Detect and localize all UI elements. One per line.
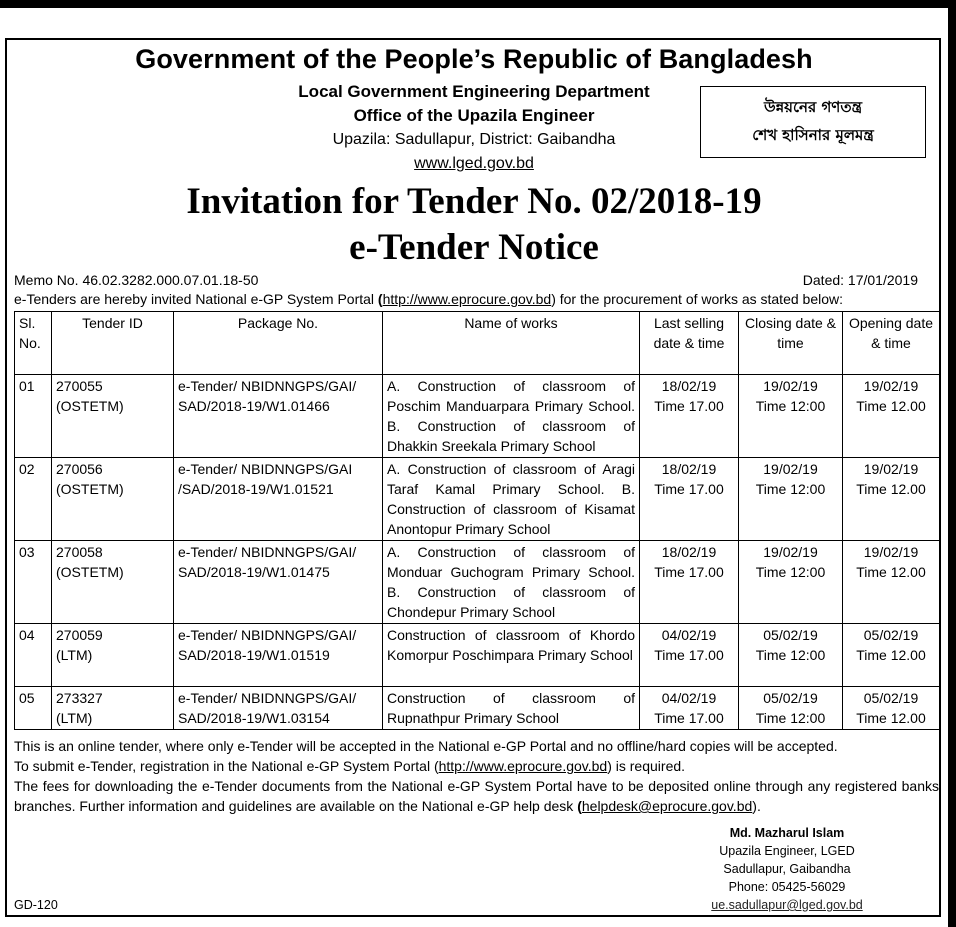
row-selling xyxy=(640,687,739,730)
memo-number: Memo No. 46.02.3282.000.07.01.18-50 xyxy=(14,272,259,288)
selling-time: Time 17.00 xyxy=(654,647,724,663)
footer-line-3-suffix: ). xyxy=(752,798,761,814)
header-opening: Opening date & time xyxy=(843,312,940,375)
package-line-1: e-Tender/ NBIDNNGPS/GAI/ xyxy=(178,690,357,706)
tender-id: 270056 xyxy=(56,461,103,477)
selling-date: 04/02/19 xyxy=(661,690,717,706)
row-selling xyxy=(640,624,739,687)
row-opening xyxy=(843,687,940,730)
selling-time: Time 17.00 xyxy=(654,481,724,497)
package-line-2: SAD/2018-19/W1.01519 xyxy=(178,647,330,663)
opening-date: 19/02/19 xyxy=(863,544,919,560)
table-row xyxy=(15,458,940,541)
signatory-email-link[interactable]: ue.sadullapur@lged.gov.bd xyxy=(711,898,863,912)
row-sl: 05 xyxy=(15,687,52,730)
closing-date: 19/02/19 xyxy=(763,378,818,394)
tender-id: 270058 xyxy=(56,544,103,560)
slogan-line-1: উন্নয়নের গণতন্ত্র xyxy=(763,98,863,116)
row-sl: 04 xyxy=(15,624,52,687)
tender-id: 270059 xyxy=(56,627,103,643)
row-works: Construction of classroom of Khordo Komorpur Poschimpara Primary School xyxy=(383,624,640,687)
row-package xyxy=(174,624,383,687)
tender-method: (OSTETM) xyxy=(56,398,124,414)
row-package xyxy=(174,458,383,541)
row-package xyxy=(174,375,383,458)
footer-line-2-prefix: To submit e-Tender, registration in the National e-GP System Portal ( xyxy=(14,758,439,774)
package-line-1: e-Tender/ NBIDNNGPS/GAI/ xyxy=(178,544,357,560)
opening-date: 19/02/19 xyxy=(863,461,919,477)
opening-time: Time 12.00 xyxy=(856,398,926,414)
slogan-box xyxy=(700,86,926,158)
package-line-2: SAD/2018-19/W1.03154 xyxy=(178,710,330,726)
closing-time: Time 12:00 xyxy=(755,710,826,726)
opening-date: 05/02/19 xyxy=(863,627,919,643)
closing-date: 05/02/19 xyxy=(763,690,818,706)
selling-time: Time 17.00 xyxy=(654,710,724,726)
closing-time: Time 12:00 xyxy=(755,398,826,414)
helpdesk-email-link[interactable]: helpdesk@eprocure.gov.bd xyxy=(581,798,753,814)
package-line-2: SAD/2018-19/W1.01466 xyxy=(178,398,330,414)
row-selling xyxy=(640,458,739,541)
row-tender-id xyxy=(52,687,174,730)
row-works: A. Construction of classroom of Monduar Guchogram Primary School. B. Construction of classroom of Chondepur Primary School xyxy=(383,541,640,624)
row-package xyxy=(174,687,383,730)
row-works: A. Construction of classroom of Poschim Manduarpara Primary School. B. Construction of classroom of Dhakkin Sreekala Primary School xyxy=(383,375,640,458)
row-works: Construction of classroom of Rupnathpur Primary School xyxy=(383,687,640,730)
package-line-2: /SAD/2018-19/W1.01521 xyxy=(178,481,334,497)
invitation-open-paren: ( xyxy=(377,291,383,307)
header-sl: Sl. No. xyxy=(15,312,52,375)
row-tender-id xyxy=(52,541,174,624)
footer-line-2 xyxy=(14,756,939,776)
signatory-name: Md. Mazharul Islam xyxy=(729,826,845,840)
row-opening xyxy=(843,624,940,687)
tender-title: Invitation for Tender No. 02/2018-19 xyxy=(186,181,762,222)
package-line-1: e-Tender/ NBIDNNGPS/GAI/ xyxy=(178,378,357,394)
document-code: GD-120 xyxy=(14,898,58,912)
footer-line-3-open-paren: ( xyxy=(577,798,582,814)
selling-date: 18/02/19 xyxy=(661,461,717,477)
opening-time: Time 12.00 xyxy=(856,481,926,497)
closing-date: 19/02/19 xyxy=(763,544,818,560)
signatory-address: Sadullapur, Gaibandha xyxy=(723,862,851,876)
table-header-row xyxy=(15,312,940,375)
row-closing xyxy=(739,375,843,458)
signatory-phone: Phone: 05425-56029 xyxy=(728,880,846,894)
selling-date: 18/02/19 xyxy=(661,378,717,394)
footer-line-1: This is an online tender, where only e-Tender will be accepted in the National e-GP Portal and no offline/hard copies will be accepted. xyxy=(14,738,838,754)
closing-date: 19/02/19 xyxy=(763,461,818,477)
opening-date: 19/02/19 xyxy=(863,378,919,394)
selling-date: 18/02/19 xyxy=(661,544,717,560)
row-opening xyxy=(843,541,940,624)
row-selling xyxy=(640,541,739,624)
tender-method: (LTM) xyxy=(56,710,93,726)
eprocure-link-footer[interactable]: http://www.eprocure.gov.bd xyxy=(438,758,608,774)
invitation-text xyxy=(14,291,843,307)
selling-time: Time 17.00 xyxy=(654,564,724,580)
memo-date: Dated: 17/01/2019 xyxy=(802,272,918,288)
tender-table xyxy=(14,311,940,730)
closing-date: 05/02/19 xyxy=(763,627,818,643)
signature-block xyxy=(692,824,882,914)
office-name: Office of the Upazila Engineer xyxy=(353,106,595,125)
header-tender-id: Tender ID xyxy=(52,312,174,375)
row-closing xyxy=(739,624,843,687)
row-tender-id xyxy=(52,375,174,458)
footer-line-3 xyxy=(14,776,939,816)
lged-website-link[interactable]: www.lged.gov.bd xyxy=(414,155,534,172)
opening-time: Time 12.00 xyxy=(856,710,926,726)
right-border xyxy=(948,0,956,927)
row-sl: 03 xyxy=(15,541,52,624)
eprocure-link[interactable]: http://www.eprocure.gov.bd xyxy=(382,291,552,307)
invitation-prefix: e-Tenders are hereby invited National e-GP System Portal xyxy=(14,291,378,307)
row-tender-id xyxy=(52,624,174,687)
row-sl: 01 xyxy=(15,375,52,458)
opening-time: Time 12.00 xyxy=(856,564,926,580)
opening-time: Time 12.00 xyxy=(856,647,926,663)
selling-time: Time 17.00 xyxy=(654,398,724,414)
tender-method: (OSTETM) xyxy=(56,481,124,497)
row-tender-id xyxy=(52,458,174,541)
row-closing xyxy=(739,458,843,541)
footer-notes xyxy=(14,736,939,816)
header-selling: Last selling date & time xyxy=(640,312,739,375)
package-line-2: SAD/2018-19/W1.01475 xyxy=(178,564,330,580)
closing-time: Time 12:00 xyxy=(755,647,826,663)
top-border xyxy=(0,0,956,8)
table-row xyxy=(15,687,940,730)
department-name: Local Government Engineering Department xyxy=(298,82,650,101)
row-sl: 02 xyxy=(15,458,52,541)
table-row xyxy=(15,624,940,687)
footer-line-3-prefix: The fees for downloading the e-Tender documents from the National e-GP System Portal have to be deposited online through any registered banks branches. Further information and guidelines are available on the National e-GP help desk xyxy=(14,778,939,814)
row-closing xyxy=(739,687,843,730)
closing-time: Time 12:00 xyxy=(755,481,826,497)
table-row xyxy=(15,541,940,624)
office-location: Upazila: Sadullapur, District: Gaibandha xyxy=(332,131,616,148)
footer-line-2-suffix: ) is required. xyxy=(607,758,686,774)
government-title: Government of the People’s Republic of Bangladesh xyxy=(135,44,813,74)
row-package xyxy=(174,541,383,624)
signatory-designation: Upazila Engineer, LGED xyxy=(719,844,855,858)
package-line-1: e-Tender/ NBIDNNGPS/GAI/ xyxy=(178,627,357,643)
package-line-1: e-Tender/ NBIDNNGPS/GAI xyxy=(178,461,353,477)
row-opening xyxy=(843,375,940,458)
row-works: A. Construction of classroom of Aragi Taraf Kamal Primary School. B. Construction of classroom of Kisamat Anontopur Primary School xyxy=(383,458,640,541)
row-opening xyxy=(843,458,940,541)
tender-method: (OSTETM) xyxy=(56,564,124,580)
notice-title: e-Tender Notice xyxy=(349,227,599,268)
row-selling xyxy=(640,375,739,458)
header-works: Name of works xyxy=(383,312,640,375)
tender-id: 270055 xyxy=(56,378,103,394)
tender-method: (LTM) xyxy=(56,647,93,663)
tender-id: 273327 xyxy=(56,690,103,706)
slogan-line-2: শেখ হাসিনার মূলমন্ত্র xyxy=(752,126,874,144)
header-package: Package No. xyxy=(174,312,383,375)
row-closing xyxy=(739,541,843,624)
header-closing: Closing date & time xyxy=(739,312,843,375)
table-row xyxy=(15,375,940,458)
opening-date: 05/02/19 xyxy=(863,690,919,706)
invitation-suffix: ) for the procurement of works as stated below: xyxy=(551,291,844,307)
selling-date: 04/02/19 xyxy=(661,627,717,643)
closing-time: Time 12:00 xyxy=(755,564,826,580)
